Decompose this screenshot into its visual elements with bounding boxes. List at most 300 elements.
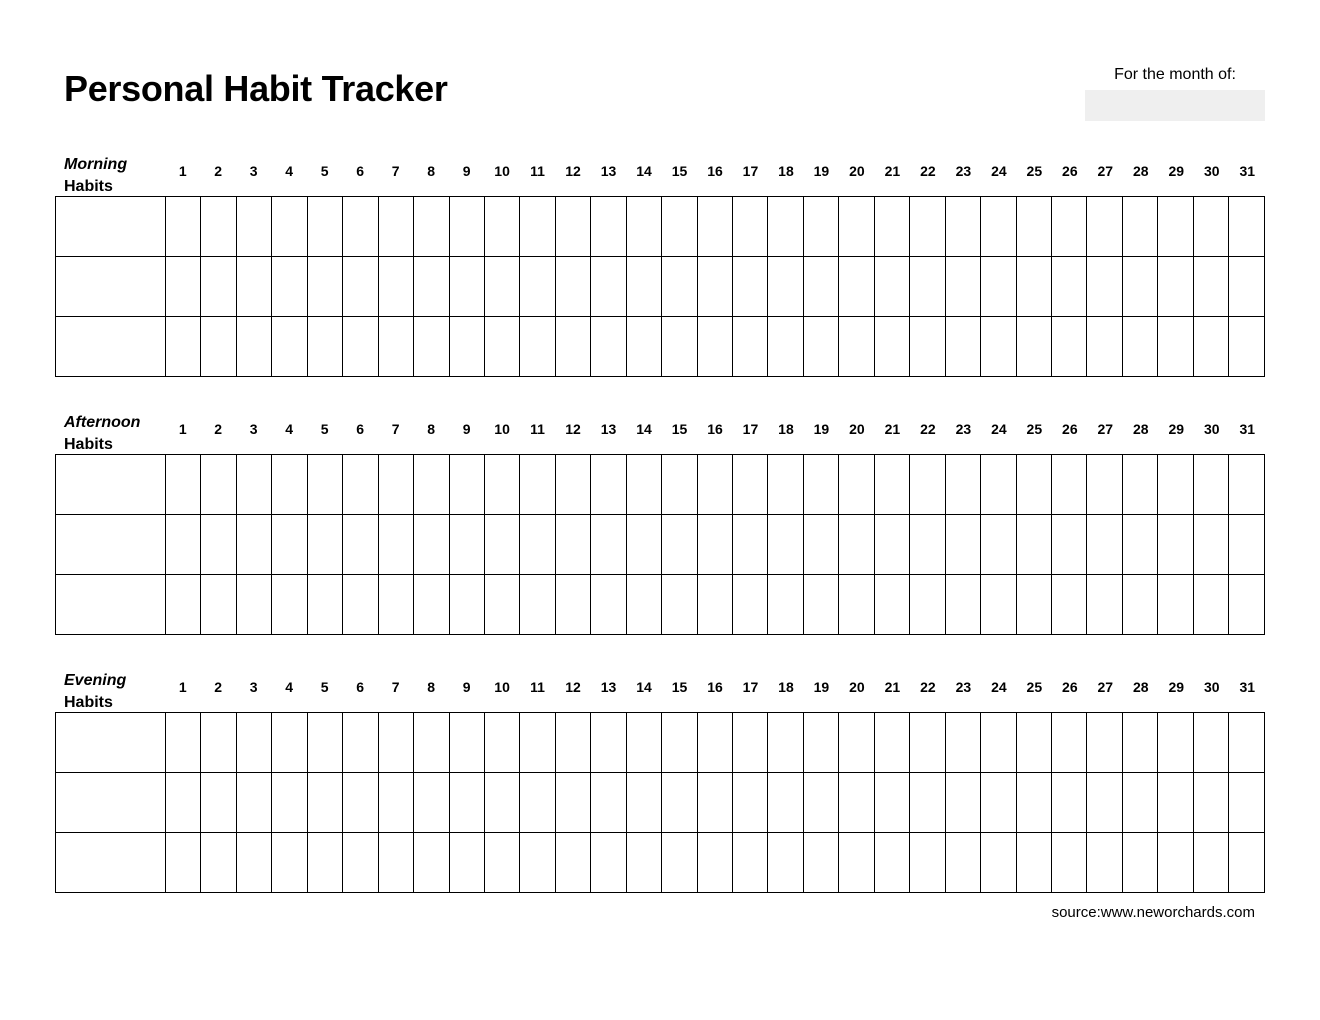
day-check-cell[interactable] xyxy=(414,833,449,893)
day-check-cell[interactable] xyxy=(1229,833,1265,893)
day-check-cell[interactable] xyxy=(1087,515,1122,575)
day-check-cell[interactable] xyxy=(626,833,661,893)
day-check-cell[interactable] xyxy=(981,257,1016,317)
day-check-cell[interactable] xyxy=(945,515,980,575)
day-check-cell[interactable] xyxy=(803,515,838,575)
day-check-cell[interactable] xyxy=(520,455,555,515)
day-check-cell[interactable] xyxy=(449,455,484,515)
day-check-cell[interactable] xyxy=(803,257,838,317)
day-check-cell[interactable] xyxy=(1158,317,1193,377)
day-check-cell[interactable] xyxy=(520,515,555,575)
day-check-cell[interactable] xyxy=(1016,713,1051,773)
day-check-cell[interactable] xyxy=(591,515,626,575)
day-check-cell[interactable] xyxy=(166,257,201,317)
day-check-cell[interactable] xyxy=(1087,317,1122,377)
day-check-cell[interactable] xyxy=(414,575,449,635)
day-check-cell[interactable] xyxy=(662,515,697,575)
day-check-cell[interactable] xyxy=(803,713,838,773)
habit-name-cell[interactable] xyxy=(56,455,166,515)
day-check-cell[interactable] xyxy=(520,257,555,317)
day-check-cell[interactable] xyxy=(733,575,768,635)
day-check-cell[interactable] xyxy=(484,197,519,257)
day-check-cell[interactable] xyxy=(697,575,732,635)
day-check-cell[interactable] xyxy=(945,773,980,833)
day-check-cell[interactable] xyxy=(201,833,236,893)
day-check-cell[interactable] xyxy=(484,515,519,575)
day-check-cell[interactable] xyxy=(484,713,519,773)
day-check-cell[interactable] xyxy=(1158,575,1193,635)
day-check-cell[interactable] xyxy=(1158,257,1193,317)
day-check-cell[interactable] xyxy=(1122,713,1157,773)
day-check-cell[interactable] xyxy=(874,317,909,377)
day-check-cell[interactable] xyxy=(201,455,236,515)
day-check-cell[interactable] xyxy=(236,713,271,773)
day-check-cell[interactable] xyxy=(1087,833,1122,893)
month-input[interactable] xyxy=(1085,90,1265,121)
day-check-cell[interactable] xyxy=(272,197,307,257)
day-check-cell[interactable] xyxy=(626,197,661,257)
day-check-cell[interactable] xyxy=(945,455,980,515)
day-check-cell[interactable] xyxy=(449,317,484,377)
day-check-cell[interactable] xyxy=(378,575,413,635)
day-check-cell[interactable] xyxy=(768,833,803,893)
day-check-cell[interactable] xyxy=(697,455,732,515)
day-check-cell[interactable] xyxy=(662,455,697,515)
day-check-cell[interactable] xyxy=(874,455,909,515)
day-check-cell[interactable] xyxy=(945,575,980,635)
day-check-cell[interactable] xyxy=(378,833,413,893)
day-check-cell[interactable] xyxy=(307,197,342,257)
day-check-cell[interactable] xyxy=(201,515,236,575)
day-check-cell[interactable] xyxy=(1016,515,1051,575)
day-check-cell[interactable] xyxy=(1122,575,1157,635)
day-check-cell[interactable] xyxy=(449,197,484,257)
day-label: 28 xyxy=(1133,163,1149,179)
day-check-cell[interactable] xyxy=(343,773,378,833)
day-check-cell[interactable] xyxy=(236,455,271,515)
day-check-cell[interactable] xyxy=(166,833,201,893)
day-check-cell[interactable] xyxy=(378,455,413,515)
habit-name-cell[interactable] xyxy=(56,575,166,635)
day-check-cell[interactable] xyxy=(1229,773,1265,833)
day-check-cell[interactable] xyxy=(1016,455,1051,515)
day-check-cell[interactable] xyxy=(1051,515,1086,575)
day-check-cell[interactable] xyxy=(1193,257,1228,317)
day-check-cell[interactable] xyxy=(803,197,838,257)
day-check-cell[interactable] xyxy=(733,257,768,317)
day-check-cell[interactable] xyxy=(733,773,768,833)
day-check-cell[interactable] xyxy=(697,773,732,833)
habit-name-cell[interactable] xyxy=(56,257,166,317)
day-label: 23 xyxy=(955,163,972,179)
day-label: 10 xyxy=(494,421,510,437)
day-check-cell[interactable] xyxy=(1051,257,1086,317)
day-label: 11 xyxy=(530,163,545,179)
day-check-cell[interactable] xyxy=(733,455,768,515)
day-check-cell[interactable] xyxy=(910,575,945,635)
day-check-cell[interactable] xyxy=(1229,455,1265,515)
day-check-cell[interactable] xyxy=(662,713,697,773)
day-check-cell[interactable] xyxy=(981,515,1016,575)
day-check-cell[interactable] xyxy=(555,455,590,515)
day-check-cell[interactable] xyxy=(484,833,519,893)
day-check-cell[interactable] xyxy=(166,575,201,635)
day-check-cell[interactable] xyxy=(1158,455,1193,515)
day-check-cell[interactable] xyxy=(1158,197,1193,257)
day-check-cell[interactable] xyxy=(1051,713,1086,773)
day-check-cell[interactable] xyxy=(981,197,1016,257)
day-check-cell[interactable] xyxy=(1122,257,1157,317)
day-check-cell[interactable] xyxy=(201,317,236,377)
day-check-cell[interactable] xyxy=(236,197,271,257)
day-check-cell[interactable] xyxy=(839,257,874,317)
day-check-cell[interactable] xyxy=(981,833,1016,893)
day-check-cell[interactable] xyxy=(733,515,768,575)
day-check-cell[interactable] xyxy=(343,713,378,773)
habit-name-cell[interactable] xyxy=(56,317,166,377)
day-check-cell[interactable] xyxy=(945,197,980,257)
day-check-cell[interactable] xyxy=(484,575,519,635)
day-check-cell[interactable] xyxy=(733,833,768,893)
day-check-cell[interactable] xyxy=(981,575,1016,635)
day-check-cell[interactable] xyxy=(1122,773,1157,833)
morning-section xyxy=(55,150,1265,377)
day-check-cell[interactable] xyxy=(803,575,838,635)
day-check-cell[interactable] xyxy=(591,713,626,773)
day-check-cell[interactable] xyxy=(768,317,803,377)
day-check-cell[interactable] xyxy=(874,773,909,833)
day-check-cell[interactable] xyxy=(1051,197,1086,257)
day-check-cell[interactable] xyxy=(1051,455,1086,515)
day-check-cell[interactable] xyxy=(981,713,1016,773)
day-check-cell[interactable] xyxy=(1158,773,1193,833)
day-check-cell[interactable] xyxy=(697,833,732,893)
day-check-cell[interactable] xyxy=(591,257,626,317)
day-check-cell[interactable] xyxy=(236,515,271,575)
day-check-cell[interactable] xyxy=(1087,773,1122,833)
day-check-cell[interactable] xyxy=(662,257,697,317)
day-check-cell[interactable] xyxy=(945,713,980,773)
day-check-cell[interactable] xyxy=(1016,773,1051,833)
day-check-cell[interactable] xyxy=(520,197,555,257)
day-check-cell[interactable] xyxy=(733,713,768,773)
day-check-cell[interactable] xyxy=(307,455,342,515)
habit-name-cell[interactable] xyxy=(56,713,166,773)
day-check-cell[interactable] xyxy=(803,317,838,377)
day-check-cell[interactable] xyxy=(591,833,626,893)
day-check-cell[interactable] xyxy=(874,575,909,635)
day-check-cell[interactable] xyxy=(236,317,271,377)
day-check-cell[interactable] xyxy=(1051,833,1086,893)
day-check-cell[interactable] xyxy=(1229,575,1265,635)
day-check-cell[interactable] xyxy=(1158,833,1193,893)
day-check-cell[interactable] xyxy=(662,317,697,377)
day-check-cell[interactable] xyxy=(484,455,519,515)
day-check-cell[interactable] xyxy=(874,833,909,893)
day-check-cell[interactable] xyxy=(1016,197,1051,257)
day-check-cell[interactable] xyxy=(378,317,413,377)
day-check-cell[interactable] xyxy=(520,773,555,833)
day-label: 25 xyxy=(1026,163,1043,179)
day-check-cell[interactable] xyxy=(839,575,874,635)
day-check-cell[interactable] xyxy=(343,575,378,635)
day-check-cell[interactable] xyxy=(768,197,803,257)
day-check-cell[interactable] xyxy=(1122,197,1157,257)
day-check-cell[interactable] xyxy=(839,317,874,377)
day-check-cell[interactable] xyxy=(449,257,484,317)
day-check-cell[interactable] xyxy=(272,773,307,833)
day-check-cell[interactable] xyxy=(378,257,413,317)
day-check-cell[interactable] xyxy=(910,713,945,773)
day-check-cell[interactable] xyxy=(910,257,945,317)
day-check-cell[interactable] xyxy=(378,713,413,773)
day-check-cell[interactable] xyxy=(272,317,307,377)
day-check-cell[interactable] xyxy=(236,773,271,833)
day-check-cell[interactable] xyxy=(449,773,484,833)
day-check-cell[interactable] xyxy=(1229,257,1265,317)
day-check-cell[interactable] xyxy=(378,773,413,833)
day-check-cell[interactable] xyxy=(201,197,236,257)
day-check-cell[interactable] xyxy=(1193,575,1228,635)
day-check-cell[interactable] xyxy=(1229,317,1265,377)
day-check-cell[interactable] xyxy=(272,833,307,893)
day-check-cell[interactable] xyxy=(662,833,697,893)
day-check-cell[interactable] xyxy=(201,713,236,773)
habit-name-cell[interactable] xyxy=(56,833,166,893)
day-check-cell[interactable] xyxy=(1122,455,1157,515)
day-check-cell[interactable] xyxy=(449,575,484,635)
day-check-cell[interactable] xyxy=(1122,515,1157,575)
day-check-cell[interactable] xyxy=(626,575,661,635)
day-check-cell[interactable] xyxy=(201,575,236,635)
day-check-cell[interactable] xyxy=(803,455,838,515)
day-check-cell[interactable] xyxy=(414,773,449,833)
day-check-cell[interactable] xyxy=(839,455,874,515)
day-check-cell[interactable] xyxy=(839,833,874,893)
day-check-cell[interactable] xyxy=(520,575,555,635)
day-check-cell[interactable] xyxy=(981,773,1016,833)
day-check-cell[interactable] xyxy=(839,515,874,575)
day-check-cell[interactable] xyxy=(626,317,661,377)
day-check-cell[interactable] xyxy=(768,455,803,515)
day-check-cell[interactable] xyxy=(272,515,307,575)
day-check-cell[interactable] xyxy=(449,713,484,773)
day-check-cell[interactable] xyxy=(1122,833,1157,893)
day-check-cell[interactable] xyxy=(626,515,661,575)
day-check-cell[interactable] xyxy=(272,575,307,635)
day-check-cell[interactable] xyxy=(626,713,661,773)
day-check-cell[interactable] xyxy=(307,773,342,833)
day-check-cell[interactable] xyxy=(1193,713,1228,773)
day-check-cell[interactable] xyxy=(839,773,874,833)
day-check-cell[interactable] xyxy=(307,833,342,893)
day-check-cell[interactable] xyxy=(768,575,803,635)
day-check-cell[interactable] xyxy=(874,713,909,773)
day-check-cell[interactable] xyxy=(201,773,236,833)
day-check-cell[interactable] xyxy=(733,197,768,257)
day-check-cell[interactable] xyxy=(555,575,590,635)
day-check-cell[interactable] xyxy=(626,455,661,515)
day-check-cell[interactable] xyxy=(236,575,271,635)
habit-name-cell[interactable] xyxy=(56,773,166,833)
day-check-cell[interactable] xyxy=(662,575,697,635)
day-check-cell[interactable] xyxy=(414,713,449,773)
day-check-cell[interactable] xyxy=(910,515,945,575)
day-check-cell[interactable] xyxy=(414,317,449,377)
day-check-cell[interactable] xyxy=(166,197,201,257)
evening-section xyxy=(55,666,1265,893)
day-check-cell[interactable] xyxy=(733,317,768,377)
day-check-cell[interactable] xyxy=(697,317,732,377)
day-check-cell[interactable] xyxy=(1122,317,1157,377)
day-check-cell[interactable] xyxy=(343,515,378,575)
day-check-cell[interactable] xyxy=(874,197,909,257)
day-label: 7 xyxy=(391,421,400,437)
morning-grid xyxy=(55,196,1265,377)
day-check-cell[interactable] xyxy=(555,515,590,575)
day-check-cell[interactable] xyxy=(166,713,201,773)
day-check-cell[interactable] xyxy=(768,257,803,317)
day-check-cell[interactable] xyxy=(591,197,626,257)
day-check-cell[interactable] xyxy=(1016,257,1051,317)
day-check-cell[interactable] xyxy=(1087,713,1122,773)
day-check-cell[interactable] xyxy=(697,515,732,575)
day-check-cell[interactable] xyxy=(803,833,838,893)
day-check-cell[interactable] xyxy=(1229,515,1265,575)
day-check-cell[interactable] xyxy=(1193,833,1228,893)
day-check-cell[interactable] xyxy=(555,197,590,257)
day-check-cell[interactable] xyxy=(910,197,945,257)
day-check-cell[interactable] xyxy=(839,713,874,773)
day-check-cell[interactable] xyxy=(874,257,909,317)
day-check-cell[interactable] xyxy=(945,257,980,317)
day-check-cell[interactable] xyxy=(1193,773,1228,833)
day-check-cell[interactable] xyxy=(307,713,342,773)
day-check-cell[interactable] xyxy=(166,773,201,833)
day-check-cell[interactable] xyxy=(166,317,201,377)
day-check-cell[interactable] xyxy=(555,713,590,773)
day-check-cell[interactable] xyxy=(1087,197,1122,257)
day-check-cell[interactable] xyxy=(839,197,874,257)
day-check-cell[interactable] xyxy=(236,257,271,317)
day-check-cell[interactable] xyxy=(343,197,378,257)
day-check-cell[interactable] xyxy=(981,455,1016,515)
day-check-cell[interactable] xyxy=(626,773,661,833)
day-check-cell[interactable] xyxy=(1051,317,1086,377)
day-check-cell[interactable] xyxy=(307,575,342,635)
day-check-cell[interactable] xyxy=(1016,575,1051,635)
day-check-cell[interactable] xyxy=(343,257,378,317)
day-check-cell[interactable] xyxy=(272,455,307,515)
day-check-cell[interactable] xyxy=(1193,455,1228,515)
day-check-cell[interactable] xyxy=(1051,575,1086,635)
day-check-cell[interactable] xyxy=(662,197,697,257)
day-check-cell[interactable] xyxy=(1087,455,1122,515)
day-check-cell[interactable] xyxy=(1229,713,1265,773)
day-check-cell[interactable] xyxy=(1158,515,1193,575)
day-check-cell[interactable] xyxy=(272,713,307,773)
day-check-cell[interactable] xyxy=(981,317,1016,377)
day-check-cell[interactable] xyxy=(1229,197,1265,257)
day-check-cell[interactable] xyxy=(768,515,803,575)
day-check-cell[interactable] xyxy=(414,257,449,317)
day-check-cell[interactable] xyxy=(945,833,980,893)
day-check-cell[interactable] xyxy=(166,515,201,575)
day-check-cell[interactable] xyxy=(1016,317,1051,377)
day-check-cell[interactable] xyxy=(343,455,378,515)
day-check-cell[interactable] xyxy=(1087,575,1122,635)
day-check-cell[interactable] xyxy=(591,773,626,833)
day-check-cell[interactable] xyxy=(414,455,449,515)
day-check-cell[interactable] xyxy=(591,455,626,515)
day-check-cell[interactable] xyxy=(272,257,307,317)
day-check-cell[interactable] xyxy=(484,773,519,833)
day-check-cell[interactable] xyxy=(1016,833,1051,893)
day-check-cell[interactable] xyxy=(343,833,378,893)
day-label: 26 xyxy=(1062,421,1078,437)
day-check-cell[interactable] xyxy=(555,833,590,893)
day-check-cell[interactable] xyxy=(555,317,590,377)
day-check-cell[interactable] xyxy=(484,317,519,377)
day-check-cell[interactable] xyxy=(378,197,413,257)
day-check-cell[interactable] xyxy=(201,257,236,317)
day-check-cell[interactable] xyxy=(1193,317,1228,377)
day-check-cell[interactable] xyxy=(343,317,378,377)
day-check-cell[interactable] xyxy=(697,257,732,317)
day-check-cell[interactable] xyxy=(555,257,590,317)
day-check-cell[interactable] xyxy=(803,773,838,833)
day-check-cell[interactable] xyxy=(662,773,697,833)
habit-name-cell[interactable] xyxy=(56,197,166,257)
day-check-cell[interactable] xyxy=(378,515,413,575)
day-check-cell[interactable] xyxy=(1158,713,1193,773)
day-check-cell[interactable] xyxy=(414,515,449,575)
day-check-cell[interactable] xyxy=(449,515,484,575)
day-label: 17 xyxy=(742,163,759,179)
day-check-cell[interactable] xyxy=(591,317,626,377)
day-check-cell[interactable] xyxy=(555,773,590,833)
day-check-cell[interactable] xyxy=(910,317,945,377)
day-check-cell[interactable] xyxy=(1193,515,1228,575)
day-check-cell[interactable] xyxy=(768,773,803,833)
day-check-cell[interactable] xyxy=(449,833,484,893)
day-check-cell[interactable] xyxy=(1051,773,1086,833)
day-check-cell[interactable] xyxy=(166,455,201,515)
day-check-cell[interactable] xyxy=(414,197,449,257)
day-check-cell[interactable] xyxy=(874,515,909,575)
day-check-cell[interactable] xyxy=(626,257,661,317)
day-check-cell[interactable] xyxy=(910,773,945,833)
day-check-cell[interactable] xyxy=(910,455,945,515)
day-check-cell[interactable] xyxy=(307,317,342,377)
day-check-cell[interactable] xyxy=(520,713,555,773)
day-check-cell[interactable] xyxy=(520,833,555,893)
day-check-cell[interactable] xyxy=(945,317,980,377)
day-check-cell[interactable] xyxy=(591,575,626,635)
day-check-cell[interactable] xyxy=(307,515,342,575)
day-check-cell[interactable] xyxy=(1087,257,1122,317)
day-check-cell[interactable] xyxy=(697,713,732,773)
day-check-cell[interactable] xyxy=(1193,197,1228,257)
day-check-cell[interactable] xyxy=(520,317,555,377)
habit-name-cell[interactable] xyxy=(56,515,166,575)
day-check-cell[interactable] xyxy=(307,257,342,317)
day-check-cell[interactable] xyxy=(236,833,271,893)
day-check-cell[interactable] xyxy=(768,713,803,773)
day-check-cell[interactable] xyxy=(484,257,519,317)
day-check-cell[interactable] xyxy=(697,197,732,257)
day-check-cell[interactable] xyxy=(910,833,945,893)
